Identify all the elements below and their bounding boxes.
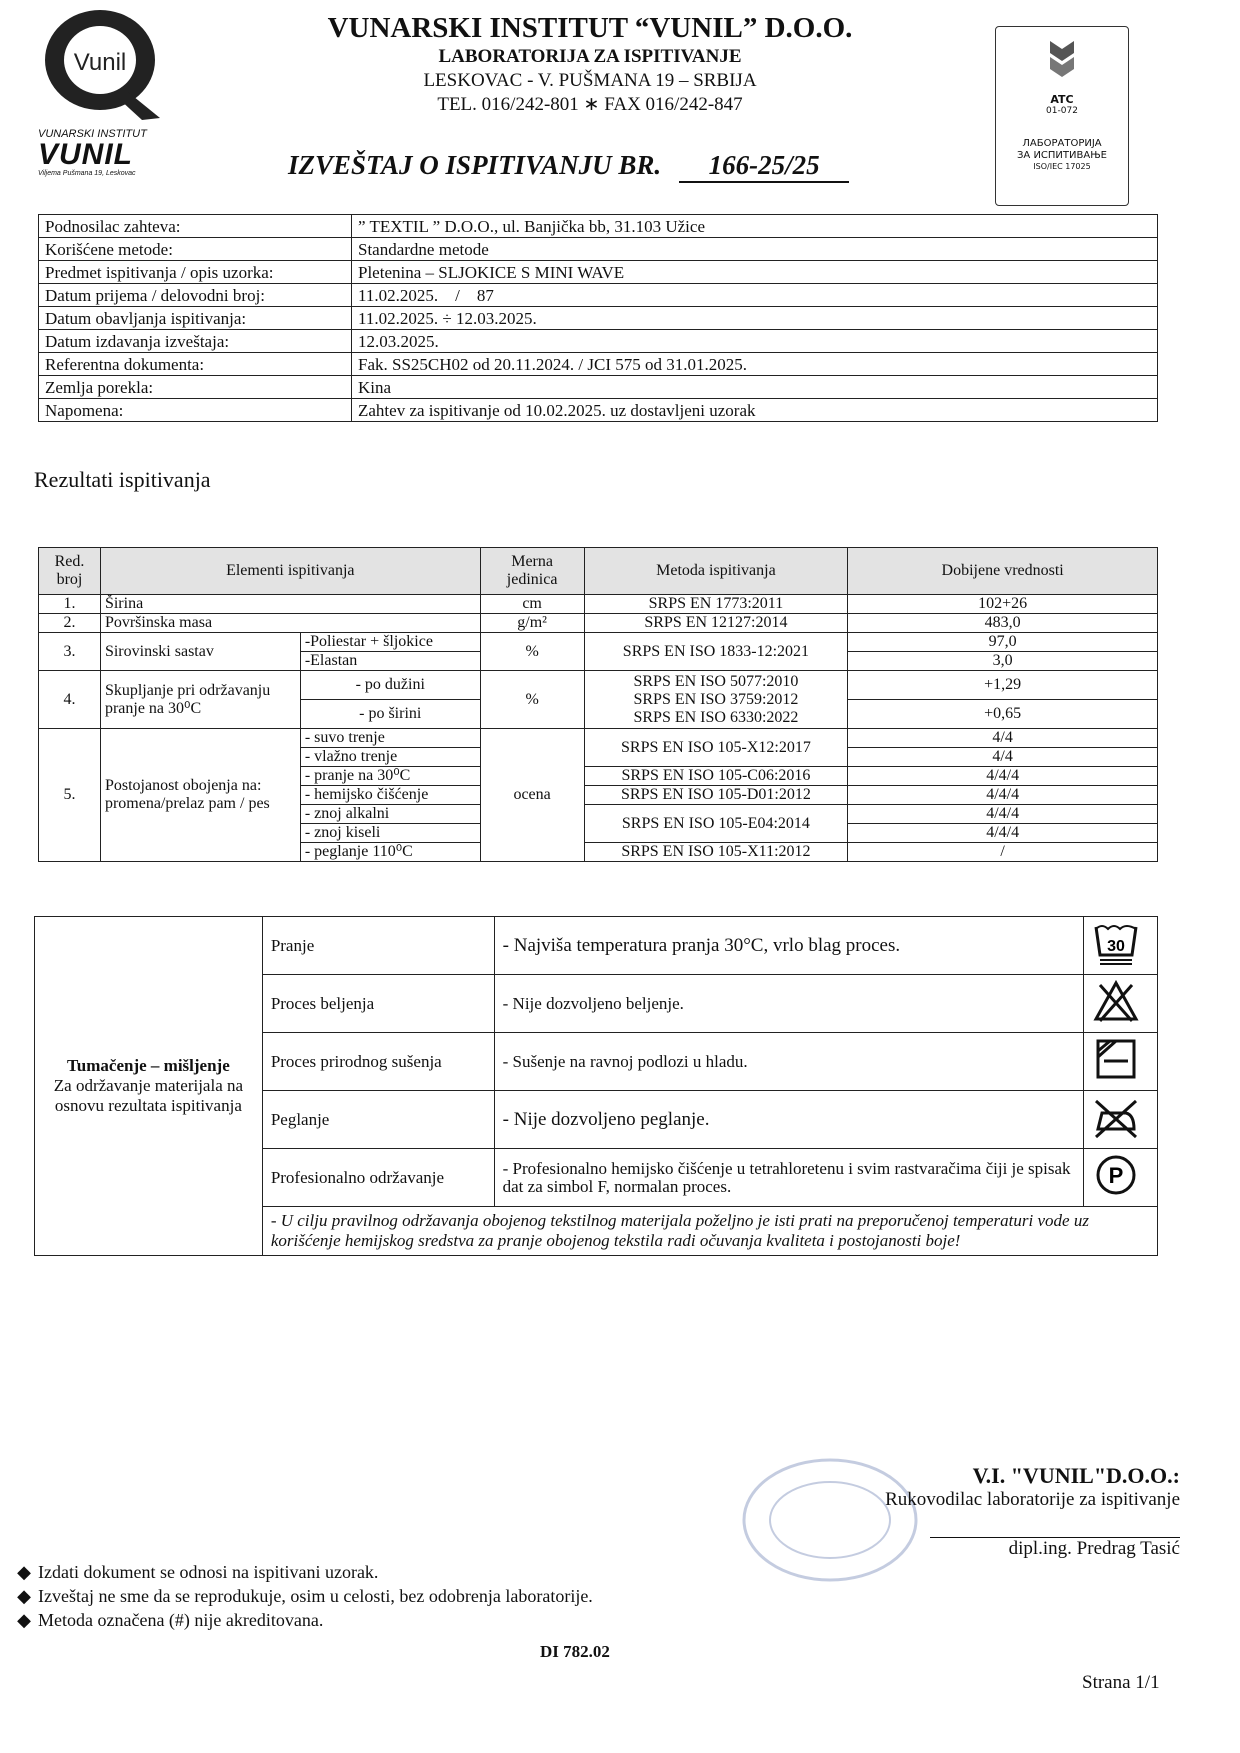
report-title-text: IZVEŠTAJ O ISPITIVANJU BR.	[288, 150, 662, 180]
results-table	[38, 547, 1158, 862]
row-method: SRPS EN ISO 105-C06:2016	[584, 767, 848, 786]
care-note: - U cilju pravilnog održavanja obojenog tekstilnog materijala poželjno je isti prati na preporučenoj temperaturi vode uz korišćenje hemijskog sredstva za pranje obojenog tekstila radi očuvanja kvaliteta i postojanosti boje!	[262, 1207, 1157, 1256]
table-row	[39, 729, 1158, 748]
logo-brand-name: VUNIL	[38, 138, 133, 171]
info-value: ” TEXTIL ” D.O.O., ul. Banjička bb, 31.103 Užice	[352, 215, 1158, 238]
row-method: SRPS EN ISO 1833-12:2021	[584, 633, 848, 671]
vunil-logo	[38, 4, 168, 124]
info-value: Fak. SS25CH02 od 20.11.2024. / JCI 575 od 31.01.2025.	[352, 353, 1158, 376]
info-row	[39, 330, 1158, 353]
info-row	[39, 353, 1158, 376]
row-no: 4.	[39, 671, 101, 729]
bullet-icon: ◆	[17, 1562, 31, 1582]
atc-number: 01-072	[1046, 106, 1078, 116]
row-no: 5.	[39, 729, 101, 862]
info-value: 11.02.2025. / 87	[352, 284, 1158, 307]
info-label: Datum obavljanja ispitivanja:	[39, 307, 352, 330]
page-number: Strana 1/1	[1082, 1672, 1160, 1693]
wash-30-icon	[1083, 917, 1157, 975]
row-method: SRPS EN ISO 105-X12:2017	[584, 729, 848, 767]
phone-fax: TEL. 016/242-801 ∗ FAX 016/242-847	[437, 94, 743, 115]
info-row	[39, 261, 1158, 284]
row-subelement: - znoj alkalni	[300, 805, 480, 824]
info-row	[39, 215, 1158, 238]
care-label: Proces beljenja	[262, 975, 494, 1033]
info-row	[39, 238, 1158, 261]
row-method: SRPS EN ISO 105-X11:2012	[584, 843, 848, 862]
care-label: Profesionalno održavanje	[262, 1149, 494, 1207]
info-label: Napomena:	[39, 399, 352, 422]
table-row	[39, 595, 1158, 614]
row-no: 1.	[39, 595, 101, 614]
col-header-unit: Merna jedinica	[480, 548, 584, 595]
row-value: 4/4/4	[848, 767, 1158, 786]
care-row	[35, 917, 1158, 975]
row-element: Širina	[100, 595, 480, 614]
logo-inner-text: Vunil	[73, 49, 127, 76]
care-text: - Nije dozvoljeno beljenje.	[494, 975, 1083, 1033]
lab-name: LABORATORIJA ZA ISPITIVANJE	[438, 46, 742, 67]
no-bleach-icon	[1083, 975, 1157, 1033]
row-subelement: - po dužini	[300, 671, 480, 700]
document-code: DI 782.02	[540, 1642, 610, 1661]
row-subelement: - pranje na 30⁰C	[300, 767, 480, 786]
row-subelement: -Elastan	[300, 652, 480, 671]
info-row	[39, 399, 1158, 422]
row-subelement: -Poliestar + šljokice	[300, 633, 480, 652]
care-text: - Sušenje na ravnoj podlozi u hladu.	[494, 1033, 1083, 1091]
row-method-group	[584, 671, 848, 729]
logo-brand	[38, 128, 188, 177]
report-title	[288, 150, 849, 183]
info-label: Datum izdavanja izveštaja:	[39, 330, 352, 353]
info-value: Standardne metode	[352, 238, 1158, 261]
row-value: 102+26	[848, 595, 1158, 614]
table-row	[39, 671, 1158, 700]
row-value: +1,29	[848, 671, 1158, 700]
footnote-text: Izdati dokument se odnosi na ispitivani uzorak.	[38, 1562, 379, 1582]
row-subelement: - suvo trenje	[300, 729, 480, 748]
dry-clean-p-icon	[1083, 1149, 1157, 1207]
footnote	[10, 1584, 810, 1608]
care-text: - Najviša temperatura pranja 30°C, vrlo blag proces.	[494, 917, 1083, 975]
interpretation-subtitle: Za održavanje materijala na osnovu rezultata ispitivanja	[53, 1076, 244, 1115]
row-element: Sirovinski sastav	[100, 633, 300, 671]
footnote-text: Izveštaj ne sme da se reprodukuje, osim u celosti, bez odobrenja laboratorije.	[38, 1586, 593, 1606]
row-value: /	[848, 843, 1158, 862]
row-element: Postojanost obojenja na: promena/prelaz pam / pes	[100, 729, 300, 862]
row-element: Skupljanje pri održavanju pranje na 30⁰C	[100, 671, 300, 729]
table-row	[39, 614, 1158, 633]
row-method: SRPS EN ISO 105-D01:2012	[584, 786, 848, 805]
logo-brand-address: Viljema Pušmana 19, Leskovac	[38, 170, 136, 177]
no-bleach-icon-svg	[1092, 979, 1140, 1023]
row-value: 483,0	[848, 614, 1158, 633]
info-row	[39, 376, 1158, 399]
row-method: SRPS EN 1773:2011	[584, 595, 848, 614]
flat-dry-shade-icon-svg	[1092, 1037, 1140, 1081]
address: LESKOVAC - V. PUŠMANA 19 – SRBIJA	[423, 70, 757, 91]
col-header-no: Red. broj	[39, 548, 101, 595]
info-value: Pletenina – SLJOKICE S MINI WAVE	[352, 261, 1158, 284]
row-unit: cm	[480, 595, 584, 614]
row-no: 3.	[39, 633, 101, 671]
care-text: - Profesionalno hemijsko čišćenje u tetrahloretenu i svim rastvaračima čiji je spisak dat za simbol F, normalan proces.	[494, 1149, 1083, 1207]
table-row	[39, 633, 1158, 652]
care-label: Pranje	[262, 917, 494, 975]
row-subelement: - peglanje 110⁰C	[300, 843, 480, 862]
signature-company: V.I. "VUNIL"D.O.O.:	[972, 1463, 1180, 1488]
row-no: 2.	[39, 614, 101, 633]
care-label: Proces prirodnog sušenja	[262, 1033, 494, 1091]
footnote-text: Metoda označena (#) nije akreditovana.	[38, 1610, 324, 1630]
no-iron-icon	[1083, 1091, 1157, 1149]
signature-role: Rukovodilac laboratorije za ispitivanje	[885, 1489, 1180, 1510]
row-method: SRPS EN ISO 105-E04:2014	[584, 805, 848, 843]
row-value: 3,0	[848, 652, 1158, 671]
dry-clean-letter: P	[1108, 1163, 1124, 1188]
letterhead	[250, 12, 930, 117]
wash-30-icon-svg	[1092, 921, 1140, 965]
row-value: +0,65	[848, 700, 1158, 729]
info-value: Kina	[352, 376, 1158, 399]
row-value: 4/4/4	[848, 824, 1158, 843]
footnote	[10, 1608, 810, 1632]
info-value: 12.03.2025.	[352, 330, 1158, 353]
info-label: Podnosilac zahteva:	[39, 215, 352, 238]
row-subelement: - znoj kiseli	[300, 824, 480, 843]
atc-logo-icon	[1042, 35, 1082, 85]
info-row	[39, 307, 1158, 330]
footnote	[10, 1560, 810, 1584]
info-value: Zahtev za ispitivanje od 10.02.2025. uz dostavljeni uzorak	[352, 399, 1158, 422]
results-title: Rezultati ispitivanja	[34, 467, 211, 492]
info-value: 11.02.2025. ÷ 12.03.2025.	[352, 307, 1158, 330]
row-unit: ocena	[480, 729, 584, 862]
row-subelement: - hemijsko čišćenje	[300, 786, 480, 805]
row-value: 4/4	[848, 729, 1158, 748]
wash-temp-text: 30	[1107, 938, 1125, 955]
row-unit: g/m²	[480, 614, 584, 633]
care-text: - Nije dozvoljeno peglanje.	[494, 1091, 1083, 1149]
info-label: Datum prijema / delovodni broj:	[39, 284, 352, 307]
row-method: SRPS EN ISO 5077:2010	[633, 672, 799, 690]
row-unit: %	[480, 671, 584, 729]
row-value: 4/4	[848, 748, 1158, 767]
col-header-value: Dobijene vrednosti	[848, 548, 1158, 595]
info-label: Predmet ispitivanja / opis uzorka:	[39, 261, 352, 284]
footnotes	[10, 1560, 810, 1632]
col-header-element: Elementi ispitivanja	[100, 548, 480, 595]
q-logo-icon	[38, 4, 168, 124]
row-subelement: - vlažno trenje	[300, 748, 480, 767]
flat-dry-shade-icon	[1083, 1033, 1157, 1091]
info-row	[39, 284, 1158, 307]
row-value: 97,0	[848, 633, 1158, 652]
row-element: Površinska masa	[100, 614, 480, 633]
info-label: Zemlja porekla:	[39, 376, 352, 399]
no-iron-icon-svg	[1092, 1095, 1140, 1139]
logo-brand-top: VUNARSKI INSTITUT	[38, 128, 147, 140]
interpretation-heading	[35, 917, 263, 1256]
bullet-icon: ◆	[17, 1610, 31, 1630]
row-value: 4/4/4	[848, 786, 1158, 805]
institute-name: VUNARSKI INSTITUT “VUNIL” D.O.O.	[327, 12, 853, 44]
bullet-icon: ◆	[17, 1586, 31, 1606]
row-method: SRPS EN ISO 6330:2022	[633, 708, 799, 726]
atc-line1: ЛАБОРАТОРИЈА	[1022, 138, 1102, 149]
request-info-table	[38, 214, 1158, 422]
row-unit: %	[480, 633, 584, 671]
col-header-method: Metoda ispitivanja	[584, 548, 848, 595]
row-value: 4/4/4	[848, 805, 1158, 824]
report-number: 166-25/25	[679, 150, 849, 183]
accreditation-box	[995, 26, 1129, 206]
interpretation-title: Tumačenje – mišljenje	[67, 1056, 230, 1075]
row-method: SRPS EN 12127:2014	[584, 614, 848, 633]
signature-block	[800, 1463, 1180, 1560]
atc-standard: ISO/IEC 17025	[1033, 162, 1091, 171]
signature-name: dipl.ing. Predrag Tasić	[930, 1537, 1180, 1560]
atc-code: ATC	[1050, 93, 1074, 106]
care-label: Peglanje	[262, 1091, 494, 1149]
atc-line2: ЗА ИСПИТИВАЊЕ	[1017, 150, 1107, 161]
row-subelement: - po širini	[300, 700, 480, 729]
results-header-row	[39, 548, 1158, 595]
dry-clean-p-icon-svg	[1092, 1153, 1140, 1197]
info-label: Referentna dokumenta:	[39, 353, 352, 376]
care-interpretation-table	[34, 916, 1158, 1256]
info-label: Korišćene metode:	[39, 238, 352, 261]
row-method: SRPS EN ISO 3759:2012	[633, 690, 799, 708]
